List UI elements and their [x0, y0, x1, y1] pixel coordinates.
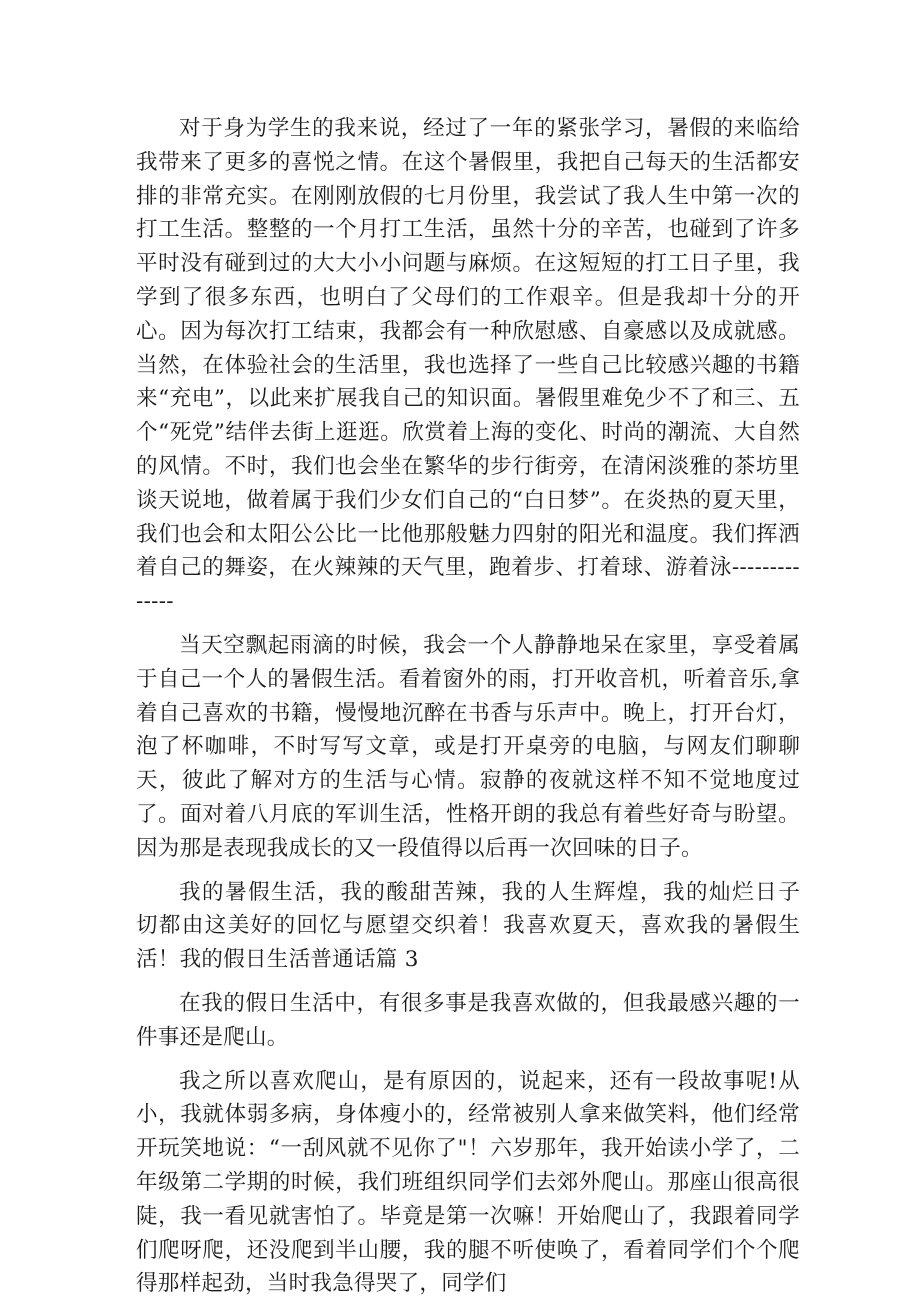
paragraph-summary: 我的暑假生活，我的酸甜苦辣，我的人生辉煌，我的灿烂日子 切都由这美好的回忆与愿望交织着！我喜欢夏天，喜欢我的暑假生活！我的假日生活普通话篇 3: [136, 879, 822, 973]
paragraph-rainy-day: 当天空飘起雨滴的时候，我会一个人静静地呆在家里，享受着属于自己一个人的暑假生活。看着窗外的雨，打开收音机，听着音乐,拿着自己喜欢的书籍，慢慢地沉醉在书香与乐声中。晚上，打开台灯，泡了杯咖啡，不时写写文章，或是打开桌旁的电脑，与网友们聊聊天，彼此了解对方的生活与心情。寂静的夜就这样不知不觉地度过了。面对着八月底的军训生活，性格开朗的我总有着些好奇与盼望。因为那是表现我成长的又一段值得以后再一次回味的日子。: [136, 632, 800, 861]
paragraph-summer-job: 对于身为学生的我来说，经过了一年的紧张学习，暑假的来临给我带来了更多的喜悦之情。在这个暑假里，我把自己每天的生活都安排的非常充实。在刚刚放假的七月份里，我尝试了我人生中第一次的打工生活。整整的一个月打工生活，虽然十分的辛苦，也碰到了许多平时没有碰到过的大大小小问题与麻烦。在这短短的打工日子里，我学到了很多东西，也明白了父母们的工作艰辛。但是我却十分的开心。因为每次打工结束，我都会有一种欣慰感、自豪感以及成就感。当然，在体验社会的生活里，我也选择了一些自己比较感兴趣的书籍来“充电”，以此来扩展我自己的知识面。暑假里难免少不了和三、五个“死党”结伴去街上逛逛。欣赏着上海的变化、时尚的潮流、大自然的风情。不时，我们也会坐在繁华的步行街旁，在清闲淡雅的茶坊里谈天说地，做着属于我们少女们自己的“白日梦”。在炎热的夏天里，我们也会和太阳公公比一比他那般魅力四射的阳光和温度。我们挥洒着自己的舞姿，在火辣辣的天气里，跑着步、打着球、游着泳--------------: [136, 116, 800, 615]
document-body: [136, 112, 822, 1301]
paragraph-hiking-intro: 在我的假日生活中，有很多事是我喜欢做的，但我最感兴趣的一件事还是爬山。: [136, 990, 800, 1050]
paragraph-hiking-story: 我之所以喜欢爬山，是有原因的，说起来，还有一段故事呢!从小，我就体弱多病，身体瘦小的，经常被别人拿来做笑料，他们经常开玩笑地说：“一刮风就不见你了"！六岁那年，我开始读小学了，二年级第二学期的时候，我们班组织同学们去郊外爬山。那座山很高很陡，我一看见就害怕了。毕竟是第一次嘛！开始爬山了，我跟着同学们爬呀爬，还没爬到半山腰，我的腿不听使唤了，看着同学们个个爬得那样起劲，当时我急得哭了，同学们: [136, 1068, 800, 1297]
